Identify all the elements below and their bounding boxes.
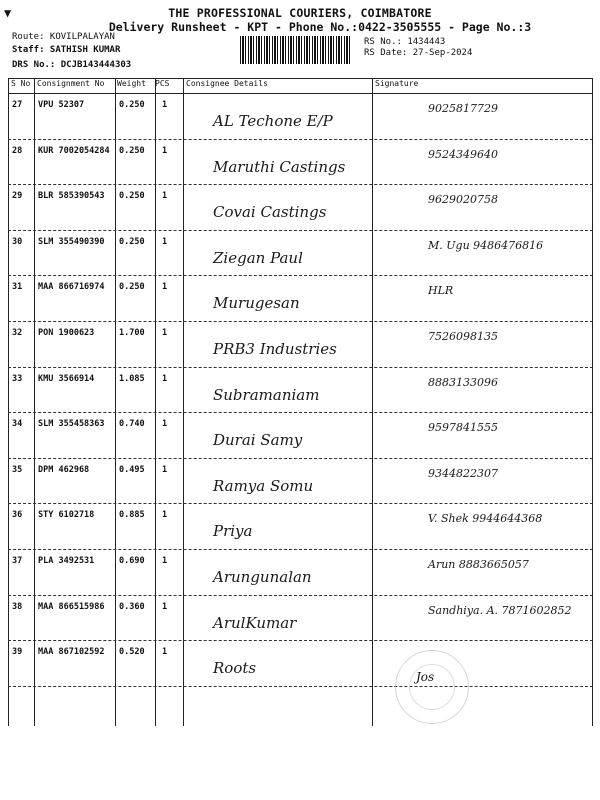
cell-weight: 0.520	[119, 647, 145, 658]
col-header-sno: S No	[11, 79, 31, 88]
cell-sno: 27	[12, 100, 23, 110]
handwritten-signature-note: 9629020758	[428, 193, 498, 207]
cell-consignment: STY 6102718	[38, 510, 95, 521]
rs-date: RS Date: 27-Sep-2024	[364, 48, 473, 58]
col-header-weight: Weight	[117, 79, 146, 88]
cell-weight: 0.885	[119, 510, 145, 521]
handwritten-consignee: Ramya Somu	[213, 476, 314, 495]
cell-pcs: 1	[162, 601, 168, 612]
cell-consignment: KUR 7002054284	[38, 145, 110, 156]
cell-consignment: SLM 355458363	[38, 419, 105, 430]
runsheet-subtitle: Delivery Runsheet - KPT - Phone No.:0422-3505555 - Page No.:3	[108, 20, 532, 34]
cell-pcs: 1	[162, 145, 168, 156]
cell-weight: 0.360	[119, 601, 145, 612]
col-header-pcs: PCS	[155, 79, 170, 88]
cell-pcs: 1	[162, 510, 168, 521]
cell-pcs: 1	[162, 647, 168, 658]
cell-pcs: 1	[162, 100, 168, 110]
handwritten-signature-note: 9344822307	[428, 466, 498, 480]
handwritten-consignee: PRB3 Industries	[213, 340, 337, 358]
table-row	[8, 596, 593, 642]
cell-pcs: 1	[162, 282, 168, 293]
cell-sno: 35	[12, 464, 23, 475]
cell-consignment: VPU 52307	[38, 100, 85, 110]
handwritten-signature-note: HLR	[428, 284, 454, 298]
handwritten-consignee: AL Techone E/P	[213, 112, 333, 130]
cell-pcs: 1	[162, 236, 168, 247]
handwritten-signature-note: M. Ugu 9486476816	[428, 238, 544, 252]
cell-consignment: DPM 462968	[38, 464, 90, 475]
handwritten-signature-note: 9524349640	[428, 147, 498, 161]
cell-weight: 1.085	[119, 373, 145, 384]
col-header-consignment: Consignment No	[37, 79, 105, 88]
handwritten-signature-note: Arun 8883665057	[428, 558, 529, 571]
handwritten-consignee: ArulKumar	[213, 613, 297, 632]
cell-consignment: MAA 867102592	[38, 647, 105, 658]
handwritten-signature-note: Sandhiya. A. 7871602852	[428, 603, 572, 617]
barcode-image	[240, 36, 352, 64]
cell-sno: 37	[12, 556, 23, 566]
handwritten-consignee: Murugesan	[213, 294, 300, 313]
handwritten-consignee: Covai Castings	[213, 203, 327, 222]
handwritten-consignee: Subramaniam	[213, 385, 320, 404]
table-row	[8, 94, 593, 140]
handwritten-consignee: Maruthi Castings	[213, 157, 346, 176]
cell-weight: 0.740	[119, 419, 145, 430]
cell-weight: 0.690	[119, 556, 145, 566]
cell-weight: 0.250	[119, 236, 145, 247]
cell-sno: 29	[12, 191, 23, 202]
row-separator	[8, 686, 593, 687]
route-label: Route: KOVILPALAYAN	[12, 32, 115, 42]
handwritten-signature-note: 7526098135	[428, 330, 498, 343]
cell-consignment: PON 1900623	[38, 328, 95, 338]
table-row	[8, 459, 593, 505]
cell-sno: 32	[12, 328, 23, 338]
table-row	[8, 231, 593, 277]
handwritten-consignee: Durai Samy	[213, 431, 303, 450]
handwritten-consignee: Arungunalan	[213, 568, 312, 586]
handwritten-signature-note: 8883133096	[428, 375, 498, 389]
table-row	[8, 185, 593, 231]
col-header-signature: Signature	[375, 79, 419, 88]
cell-sno: 28	[12, 145, 23, 156]
cell-weight: 1.700	[119, 328, 145, 338]
cell-pcs: 1	[162, 464, 168, 475]
cell-weight: 0.250	[119, 100, 145, 110]
cell-pcs: 1	[162, 191, 168, 202]
handwritten-consignee: Ziegan Paul	[213, 248, 303, 267]
table-row	[8, 550, 593, 596]
cell-consignment: KMU 3566914	[38, 373, 95, 384]
cell-sno: 33	[12, 373, 23, 384]
cell-pcs: 1	[162, 328, 168, 338]
cell-weight: 0.250	[119, 191, 145, 202]
cell-weight: 0.495	[119, 464, 145, 475]
cell-pcs: 1	[162, 419, 168, 430]
cell-consignment: BLR 585390543	[38, 191, 105, 202]
cell-sno: 34	[12, 419, 23, 430]
cell-pcs: 1	[162, 373, 168, 384]
cell-weight: 0.250	[119, 282, 145, 293]
handwritten-signature-note: V. Shek 9944644368	[428, 512, 543, 526]
cell-sno: 39	[12, 647, 23, 658]
table-row	[8, 413, 593, 459]
rs-number: RS No.: 1434443	[364, 37, 446, 47]
table-row	[8, 140, 593, 186]
table-row	[8, 504, 593, 550]
table-row	[8, 322, 593, 368]
table-row	[8, 368, 593, 414]
handwritten-signature-mark: Jos	[416, 670, 435, 684]
cell-consignment: MAA 866515986	[38, 601, 105, 612]
col-header-consignee: Consignee Details	[186, 79, 268, 88]
handwritten-consignee: Priya	[213, 522, 253, 541]
table-row	[8, 276, 593, 322]
cell-consignment: SLM 355490390	[38, 236, 105, 247]
cell-sno: 30	[12, 236, 23, 247]
cell-consignment: PLA 3492531	[38, 556, 95, 566]
cell-sno: 36	[12, 510, 23, 521]
handwritten-signature-note: 9025817729	[428, 102, 498, 115]
table-row	[8, 641, 593, 687]
cell-consignment: MAA 866716974	[38, 282, 105, 293]
cell-sno: 38	[12, 601, 23, 612]
drs-number: DRS No.: DCJB143444303	[12, 60, 132, 70]
cell-pcs: 1	[162, 556, 168, 566]
handwritten-consignee: Roots	[213, 659, 257, 678]
company-title: THE PROFESSIONAL COURIERS, COIMBATORE	[168, 6, 432, 20]
corner-mark-icon: ▼	[4, 6, 12, 20]
staff-label: Staff: SATHISH KUMAR	[12, 45, 121, 55]
cell-weight: 0.250	[119, 145, 145, 156]
cell-sno: 31	[12, 282, 23, 293]
handwritten-signature-note: 9597841555	[428, 421, 498, 435]
